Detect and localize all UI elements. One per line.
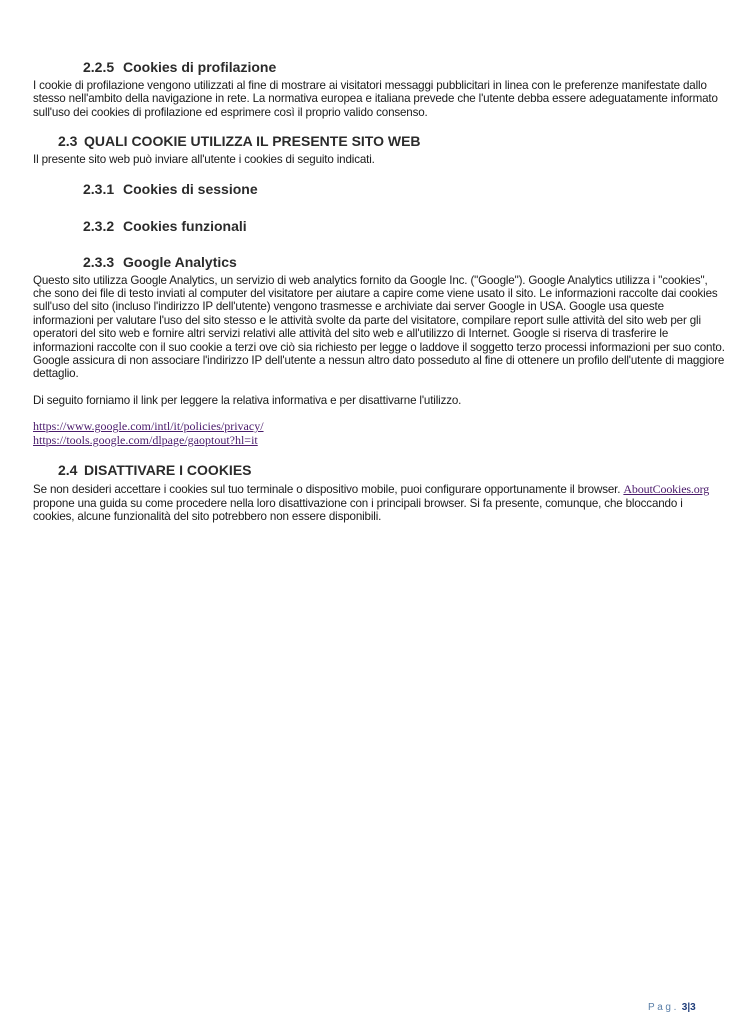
section-title: Cookies funzionali: [123, 217, 247, 234]
section-number: 2.4: [58, 462, 78, 479]
paragraph-quali-cookie: Il presente sito web può inviare all'utente i cookies di seguito indicati.: [33, 153, 375, 167]
page-separator: |: [687, 1002, 691, 1013]
paragraph-text-before-link: Se non desideri accettare i cookies sul tuo terminale o dispositivo mobile, puoi configurare opportunamente il browser.: [33, 483, 621, 497]
link-list: [33, 420, 725, 447]
paragraph-disattivare: [33, 483, 725, 523]
current-page-number: 3: [681, 1002, 688, 1013]
section-number: 2.3.3: [83, 253, 115, 270]
paragraph-google-analytics: Questo sito utilizza Google Analytics, un servizio di web analytics fornito da Google Inc. ("Google"). Google Analytics utilizza i "cookies", che sono dei file di testo inviati al computer del visitatore per aiutare a capire come viene usato il sito. Le informazioni raccolte dai cookies sull'uso del sito (incluso l'indirizzo IP dell'utente) vengono trasmesse e archiviate dai server Google in USA. Google usa queste informazioni per valutare l'uso del sito stesso e le attività svolte da parte del visitatore, compilare report sulle attività del sito web per gli operatori del sito web e fornire altri servizi relativi alle attività del sito web e all'utilizzo di Internet. Google si riserva di trasferire le informazioni raccolte con il suo cookie a terzi ove ciò sia richiesto per legge o laddove il soggetto terzo processi informazioni per suo conto. Google assicura di non associare l'indirizzo IP dell'utente a nessun altro dato posseduto al fine di ottenere un profilo dell'utente di maggiore dettaglio.: [33, 273, 725, 381]
section-number: 2.3.2: [83, 217, 115, 234]
section-number: 2.3.1: [83, 180, 115, 197]
document-content: [33, 58, 725, 523]
section-title: QUALI COOKIE UTILIZZA IL PRESENTE SITO WEB: [84, 133, 421, 150]
paragraph-text-after-link: propone una guida su come procedere nella loro disattivazione con i principali browser. Si fa presente, comunque, che bloccando i cookies, alcune funzionalità del sito potrebbero non essere disponibili.: [33, 496, 683, 523]
section-number: 2.2.5: [83, 59, 115, 75]
heading-google-analytics: [83, 253, 725, 271]
section-number: 2.3: [58, 133, 78, 150]
page-label: Pag.: [648, 1002, 679, 1013]
heading-cookies-funzionali: [83, 217, 725, 235]
section-title: DISATTIVARE I COOKIES: [84, 462, 252, 479]
heading-quali-cookie: [58, 132, 725, 150]
google-privacy-link[interactable]: https://www.google.com/intl/it/policies/privacy/: [33, 419, 264, 434]
total-pages-number: 3: [690, 1002, 696, 1013]
heading-cookies-sessione: [83, 180, 725, 198]
section-title: Cookies di profilazione: [123, 59, 277, 75]
aboutcookies-link[interactable]: AboutCookies.org: [623, 482, 710, 497]
paragraph-profilazione: I cookie di profilazione vengono utilizzati al fine di mostrare ai visitatori messaggi pubblicitari in linea con le preferenze manifestate dallo stesso nell'ambito della navigazione in rete. La normativa europea e italiana prevede che l'utente debba essere adeguatamente informato sull'uso dei cookies di profilazione ed esprimere così il proprio valido consenso.: [33, 79, 718, 119]
section-title: Cookies di sessione: [123, 180, 258, 197]
section-title: Google Analytics: [123, 253, 237, 270]
page-footer: [648, 1002, 696, 1013]
heading-cookies-profilazione: [83, 58, 725, 76]
heading-disattivare-cookies: [58, 461, 725, 479]
paragraph-links-intro: Di seguito forniamo il link per leggere la relativa informativa e per disattivarne l'utilizzo.: [33, 393, 462, 407]
google-optout-link[interactable]: https://tools.google.com/dlpage/gaoptout?hl=it: [33, 432, 258, 447]
